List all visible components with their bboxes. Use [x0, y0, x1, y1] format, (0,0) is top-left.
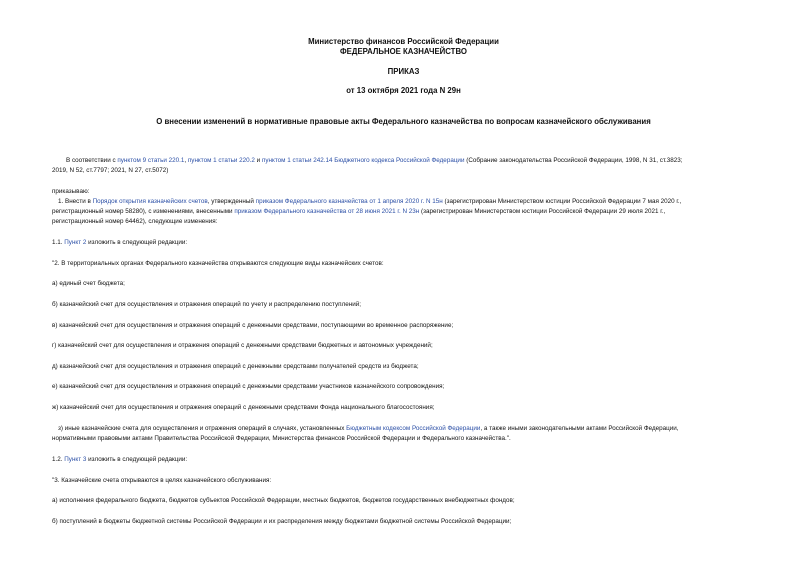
document-type: ПРИКАЗ — [387, 67, 420, 76]
link-budget-code[interactable]: пунктом 1 статьи 242.14 Бюджетного кодекса Российской Федерации — [261, 157, 465, 164]
p2-zh: ж) казначейский счет для осуществления и отражения операций с денежными средствами Фонда национального благосостояния; — [52, 404, 435, 411]
link-order-23n[interactable]: приказом Федерального казначейства от 28 июня 2021 г. N 23н — [234, 208, 420, 215]
link-article-220-1[interactable]: пунктом 9 статьи 220.1 — [117, 157, 185, 164]
p2-z: з) иные казначейские счета для осуществления и отражения операций в случаях, установленных Бюджетным кодексом Российской Федерации, а также иными законодательными актами Российской Федерации, нормативными правовыми актами Правительства Российской Федерации, Министерства финансов Российской Федерации и Федерального казначейства.". — [52, 425, 679, 442]
item-1: 1. Внести в Порядок открытия казначейских счетов, утвержденный приказом Федерального казначейства от 1 апреля 2020 г. N 15н (зарегистрирован Министерством юстиции Российской Федерации 7 мая 2020 г., регистрационный номер 58280), с изменениями, внесенными приказом Федерального казначейства от 28 июня 2021 г. N 23н (зарегистрирован Министерством юстиции Российской Федерации 29 июля 2021 г., регистрационный номер 64462), следующие изменения: — [52, 198, 682, 225]
p2-v: в) казначейский счет для осуществления и отражения операций с денежными средствами, поступающими во временное распоряжение; — [52, 322, 454, 329]
document-subject: О внесении изменений в нормативные правовые акты Федерального казначейства по вопросам казначейского обслуживания — [156, 117, 651, 126]
link-punkt-2[interactable]: Пункт 2 — [64, 239, 87, 246]
agency-title: ФЕДЕРАЛЬНОЕ КАЗНАЧЕЙСТВО — [340, 47, 467, 56]
preamble-paragraph: В соответствии с пунктом 9 статьи 220.1, пунктом 1 статьи 220.2 и пунктом 1 статьи 242.14 Бюджетного кодекса Российской Федерации (Собрание законодательства Российской Федерации, 1998, N 31, ст.3823; 2019, N 52, ст.7797; 2021, N 27, ст.5072) — [52, 156, 772, 176]
preamble-line2: 2019, N 52, ст.7797; 2021, N 27, ст.5072) — [52, 167, 169, 174]
link-account-opening-procedure[interactable]: Порядок открытия казначейских счетов — [92, 198, 208, 205]
preamble-text: В соответствии с — [66, 157, 118, 164]
p3-b: б) поступлений в бюджеты бюджетной системы Российской Федерации и их распределения между бюджетами бюджетной системы Российской Федерации; — [52, 518, 512, 525]
item-1-1: 1.1. Пункт 2 изложить в следующей редакции: — [52, 239, 188, 246]
p2-g: г) казначейский счет для осуществления и отражения операций с денежными средствами бюджетных и автономных учреждений; — [52, 342, 433, 349]
p2-e: е) казначейский счет для осуществления и отражения операций с денежными средствами участников казначейского сопровождения; — [52, 383, 445, 390]
item-1-2: 1.2. Пункт 3 изложить в следующей редакции: — [52, 456, 188, 463]
p2-b: б) казначейский счет для осуществления и отражения операций по учету и распределению поступлений; — [52, 301, 362, 308]
prikazyvayu: приказываю: — [52, 188, 90, 195]
p2-d: д) казначейский счет для осуществления и отражения операций с денежными средствами получателей средств из бюджета; — [52, 363, 419, 370]
link-article-220-2[interactable]: пунктом 1 статьи 220.2 — [187, 157, 255, 164]
p2-a: а) единый счет бюджета; — [52, 280, 125, 287]
link-budget-code-2[interactable]: Бюджетным кодексом Российской Федерации — [346, 425, 481, 432]
p2-intro: "2. В территориальных органах Федерального казначейства открываются следующие виды казначейских счетов: — [52, 260, 384, 267]
p3-intro: "3. Казначейские счета открываются в целях казначейского обслуживания: — [52, 477, 272, 484]
document-date-number: от 13 октября 2021 года N 29н — [346, 86, 461, 95]
link-order-15n[interactable]: приказом Федерального казначейства от 1 апреля 2020 г. N 15н — [255, 198, 443, 205]
link-punkt-3[interactable]: Пункт 3 — [64, 456, 87, 463]
p3-a: а) исполнения федерального бюджета, бюджетов субъектов Российской Федерации, местных бюджетов, бюджетов государственных внебюджетных фондов; — [52, 497, 515, 504]
ministry-title: Министерство финансов Российской Федерации — [308, 37, 499, 46]
